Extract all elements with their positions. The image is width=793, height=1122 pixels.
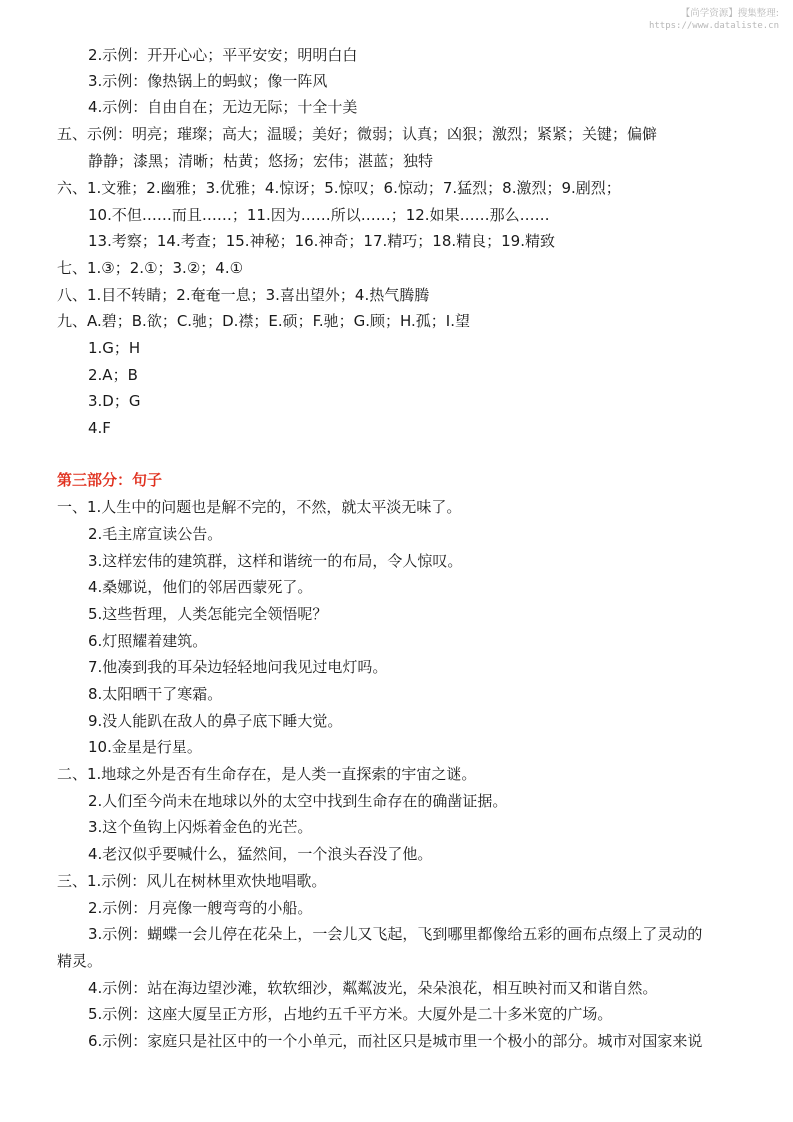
answer-line: 2.A；B bbox=[88, 366, 138, 384]
answer-line: 4.桑娜说，他们的邻居西蒙死了。 bbox=[88, 578, 313, 596]
answer-line: 3.这样宏伟的建筑群，这样和谐统一的布局，令人惊叹。 bbox=[88, 552, 463, 570]
answer-line: 3.示例：像热锅上的蚂蚁；像一阵风 bbox=[88, 72, 328, 90]
answer-line: 4.示例：自由自在；无边无际；十全十美 bbox=[88, 98, 358, 116]
section-nine-line: 九、A.碧；B.欲；C.驰；D.襟；E.硕；F.驰；G.顾；H.孤；I.望 bbox=[57, 312, 470, 330]
answer-line: 1.G；H bbox=[88, 339, 141, 357]
sentence-section-two-line: 二、1.地球之外是否有生命存在，是人类一直探索的宇宙之谜。 bbox=[57, 765, 477, 783]
watermark-brand: 【尚学资源】搜集整理: bbox=[680, 8, 779, 19]
answer-line: 2.示例：开开心心；平平安安；明明白白 bbox=[88, 46, 358, 64]
answer-line: 6.灯照耀着建筑。 bbox=[88, 632, 208, 650]
watermark bbox=[649, 8, 779, 32]
answer-line: 静静；漆黑；清晰；枯黄；悠扬；宏伟；湛蓝；独特 bbox=[88, 152, 434, 170]
part-three-heading: 第三部分：句子 bbox=[57, 471, 163, 489]
answer-line: 3.这个鱼钩上闪烁着金色的光芒。 bbox=[88, 818, 313, 836]
answer-line: 5.示例：这座大厦呈正方形，占地约五千平方米。大厦外是二十多米宽的广场。 bbox=[88, 1005, 613, 1023]
answer-line: 10.金星是行星。 bbox=[88, 738, 202, 756]
section-five-line: 五、示例：明亮；璀璨；高大；温暖；美好；微弱；认真；凶狠；激烈；紧紧；关键；偏僻 bbox=[57, 125, 658, 143]
answer-line: 9.没人能趴在敌人的鼻子底下睡大觉。 bbox=[88, 712, 343, 730]
answer-line: 5.这些哲理，人类怎能完全领悟呢？ bbox=[88, 605, 328, 623]
sentence-section-one-line: 一、1.人生中的问题也是解不完的，不然，就太平淡无味了。 bbox=[57, 498, 462, 516]
answer-line: 2.人们至今尚未在地球以外的太空中找到生命存在的确凿证据。 bbox=[88, 792, 508, 810]
answer-line: 6.示例：家庭只是社区中的一个小单元，而社区只是城市里一个极小的部分。城市对国家来说 bbox=[88, 1032, 703, 1050]
section-eight-line: 八、1.目不转睛；2.奄奄一息；3.喜出望外；4.热气腾腾 bbox=[57, 286, 430, 304]
answer-line: 4.示例：站在海边望沙滩，软软细沙，粼粼波光，朵朵浪花，相互映衬而又和谐自然。 bbox=[88, 979, 658, 997]
sentence-section-three-line: 三、1.示例：风儿在树林里欢快地唱歌。 bbox=[57, 872, 327, 890]
answer-line: 4.F bbox=[88, 419, 111, 437]
answer-line: 13.考察；14.考查；15.神秘；16.神奇；17.精巧；18.精良；19.精致 bbox=[88, 232, 555, 250]
watermark-url: https://www.dataliste.cn bbox=[648, 21, 779, 31]
answer-line: 3.示例：蝴蝶一会儿停在花朵上，一会儿又飞起，飞到哪里都像给五彩的画布点缀上了灵动的 bbox=[88, 925, 703, 943]
section-seven-line: 七、1.③；2.①；3.②；4.① bbox=[57, 259, 244, 277]
answer-line: 7.他凑到我的耳朵边轻轻地问我见过电灯吗。 bbox=[88, 658, 388, 676]
answer-line: 3.D；G bbox=[88, 392, 141, 410]
answer-line: 8.太阳晒干了寒霜。 bbox=[88, 685, 223, 703]
answer-line: 10.不但……而且……；11.因为……所以……；12.如果……那么…… bbox=[88, 206, 550, 224]
answer-line: 2.毛主席宣读公告。 bbox=[88, 525, 223, 543]
section-six-line: 六、1.文雅；2.幽雅；3.优雅；4.惊讶；5.惊叹；6.惊动；7.猛烈；8.激烈；9.剧烈； bbox=[57, 179, 621, 197]
answer-line: 4.老汉似乎要喊什么，猛然间，一个浪头吞没了他。 bbox=[88, 845, 433, 863]
answer-line: 2.示例：月亮像一艘弯弯的小船。 bbox=[88, 899, 313, 917]
answer-line-continuation: 精灵。 bbox=[57, 952, 103, 970]
